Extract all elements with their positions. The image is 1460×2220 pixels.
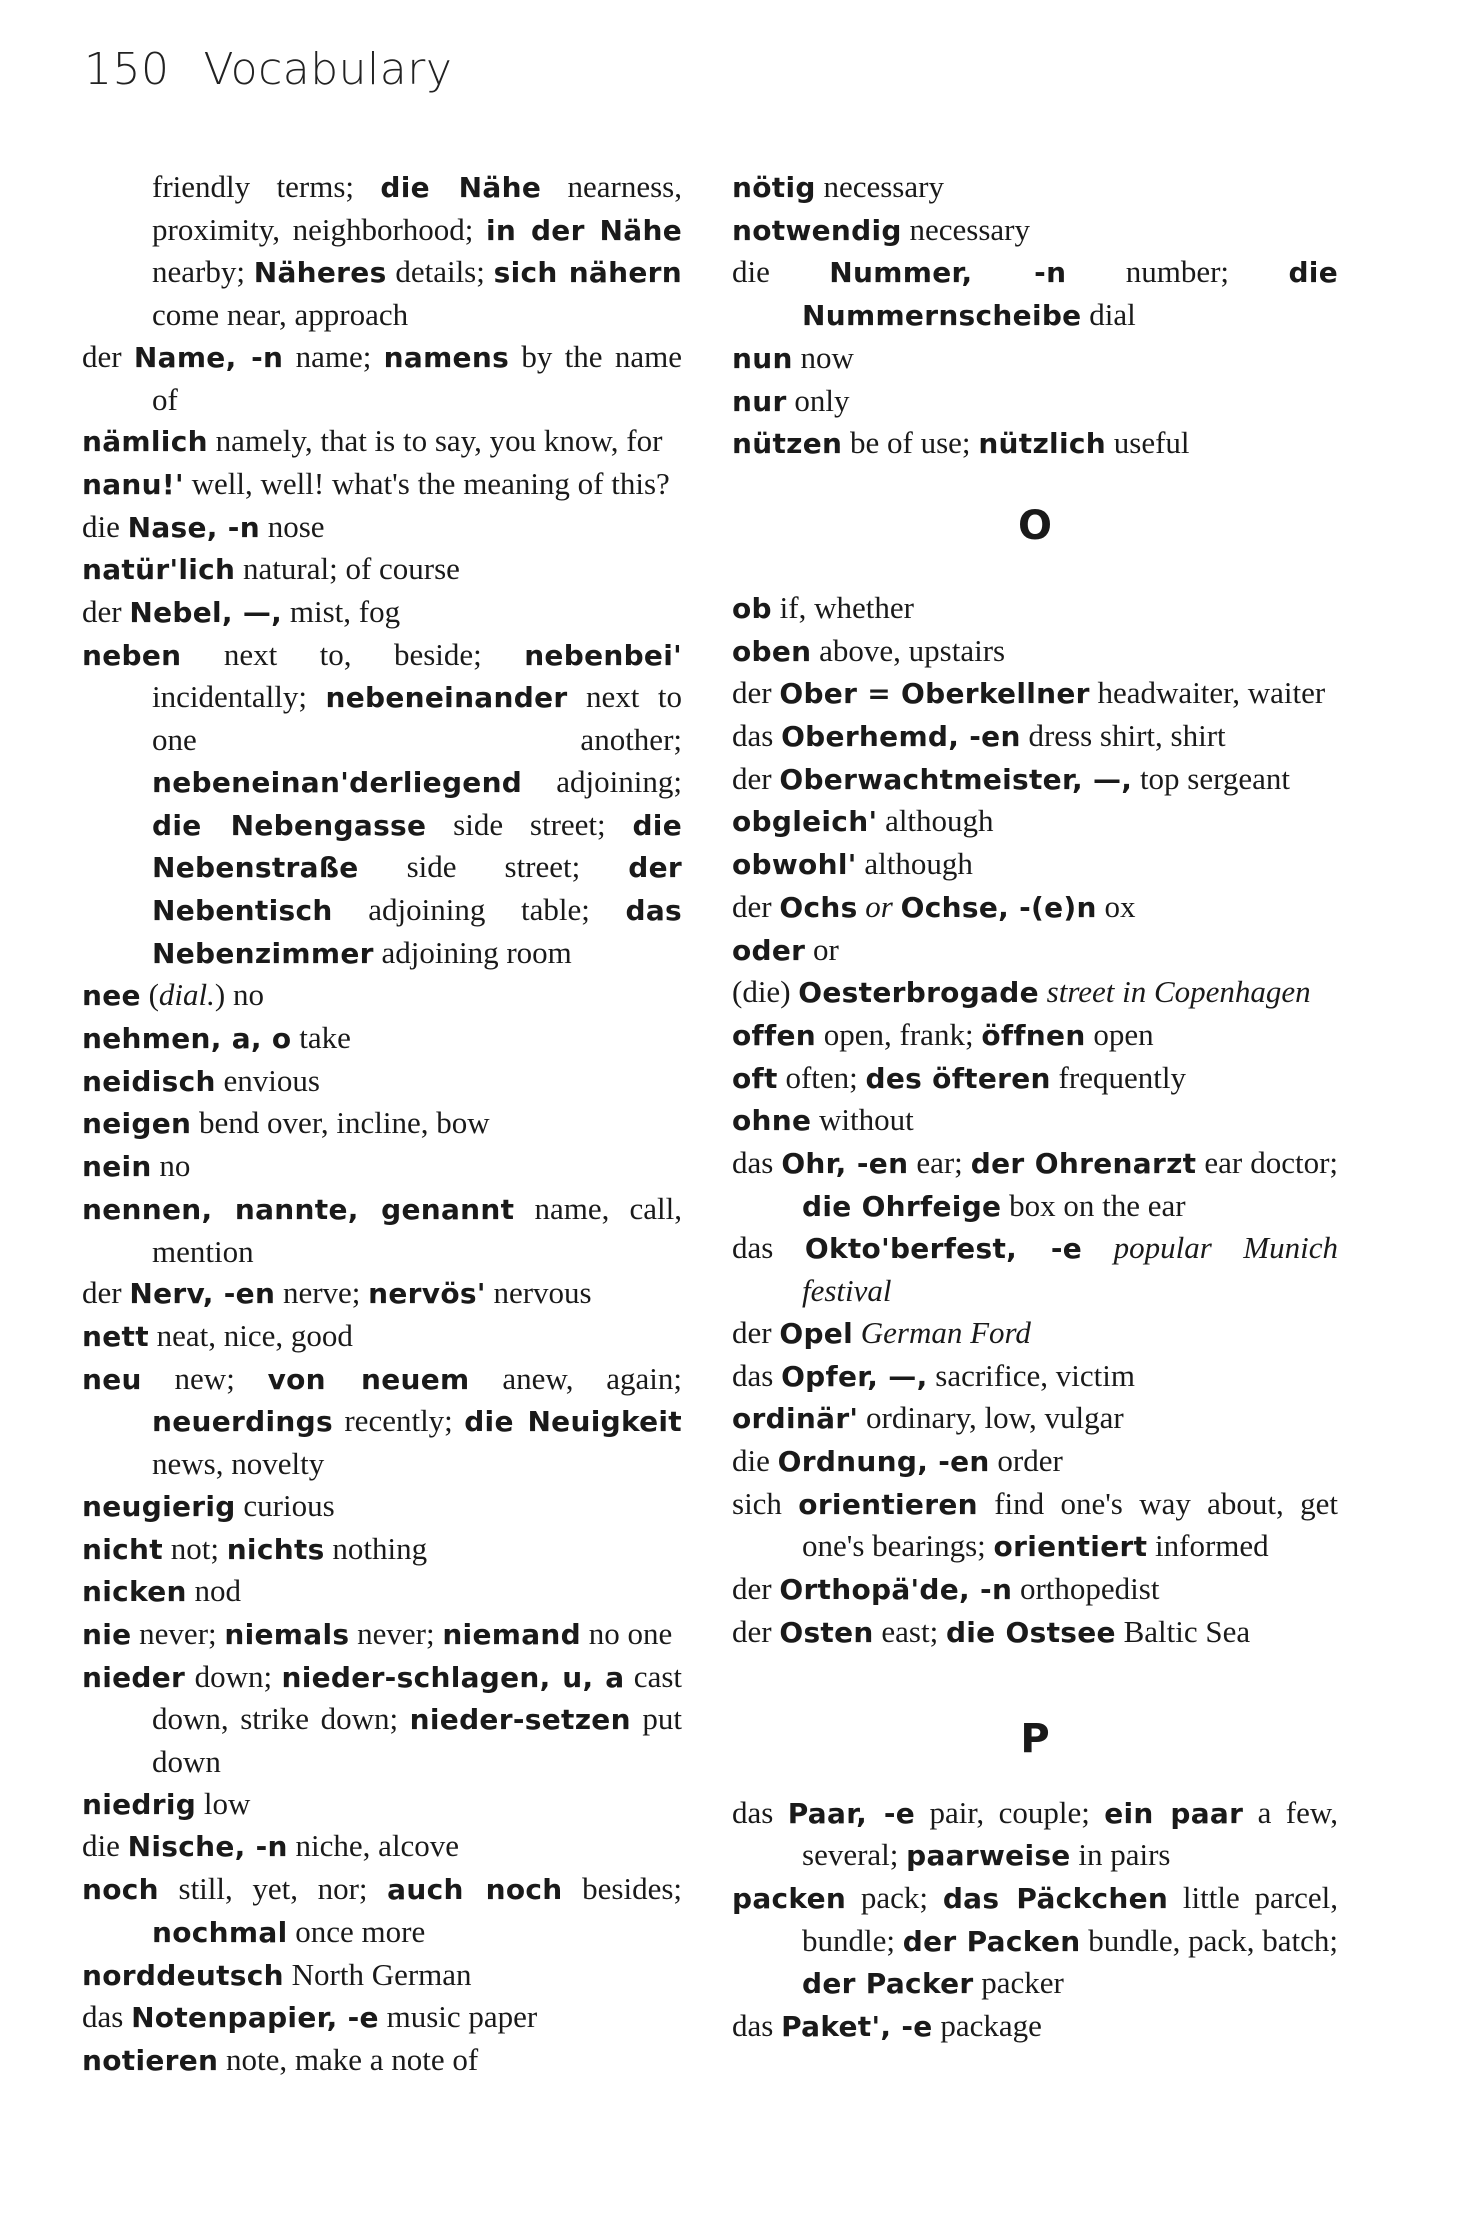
gloss-text: package <box>932 2008 1042 2044</box>
dictionary-entry <box>732 715 1338 758</box>
gloss-text: name, call, mention <box>152 1190 682 1269</box>
headword: Näheres <box>253 256 387 290</box>
headword: orientiert <box>993 1530 1148 1564</box>
gloss-text: now <box>792 339 854 375</box>
gloss-text: friendly terms; <box>152 169 381 204</box>
headword: obgleich' <box>732 805 878 839</box>
gloss-text: das <box>732 2008 782 2044</box>
dictionary-entry <box>82 1868 682 1953</box>
headword: der Packen <box>902 1924 1081 1958</box>
headword: Opfer, —, <box>781 1359 928 1393</box>
dictionary-entry <box>732 1877 1338 2005</box>
headword: das Päckchen <box>942 1881 1169 1915</box>
p-entries <box>732 1792 1338 2048</box>
gloss-text: little parcel, bundle; <box>802 1879 1338 1958</box>
gloss-text: open, frank; <box>816 1016 982 1052</box>
gloss-text: das <box>82 1999 132 2035</box>
dictionary-entry <box>82 1613 682 1656</box>
headword: Nebel, —, <box>129 596 283 630</box>
gloss-text: nearness, proximity, neighborhood; <box>152 169 682 247</box>
dictionary-entry <box>732 1099 1338 1142</box>
gloss-text: never; <box>349 1615 443 1651</box>
gloss-text: ear doctor; <box>1196 1145 1339 1181</box>
gloss-text: music paper <box>378 1999 538 2035</box>
headword: neu <box>82 1362 142 1396</box>
headword: packen <box>732 1881 847 1915</box>
headword: ob <box>732 591 772 625</box>
gloss-text: North German <box>283 1956 472 1992</box>
gloss-text: der <box>732 888 780 924</box>
headword: Opel <box>779 1316 853 1350</box>
headword: nochmal <box>152 1915 288 1949</box>
gloss-text: order <box>989 1442 1063 1478</box>
dictionary-entry <box>732 843 1338 886</box>
gloss-text: Baltic Sea <box>1115 1613 1251 1649</box>
headword: paarweise <box>906 1839 1071 1873</box>
dictionary-entry <box>732 587 1338 630</box>
gloss-text: or <box>805 931 839 967</box>
gloss-text: informed <box>1147 1528 1269 1564</box>
dictionary-entry <box>82 591 682 634</box>
headword: offen <box>732 1018 817 1052</box>
headword: niedrig <box>82 1787 197 1821</box>
headword: Orthopä'de, -n <box>779 1573 1013 1607</box>
headword: die Nebenstraße <box>152 808 682 885</box>
headword: von neuem <box>267 1362 470 1396</box>
gloss-text: not; <box>162 1530 227 1566</box>
headword: noch <box>82 1873 159 1907</box>
gloss-text: necessary <box>901 211 1030 247</box>
gloss-text: find one's way about, get one's bearings; <box>802 1485 1338 1564</box>
dictionary-entry <box>732 1057 1338 1100</box>
gloss-text: nerve; <box>275 1275 369 1311</box>
headword: neugierig <box>82 1489 236 1523</box>
dictionary-entry <box>82 634 682 975</box>
gloss-text: open <box>1085 1016 1154 1052</box>
gloss-text: a few, several; <box>802 1794 1339 1873</box>
gloss-text <box>893 889 901 924</box>
italic-gloss: dial. <box>158 977 215 1013</box>
headword: nieder-schlagen, u, a <box>281 1660 625 1694</box>
gloss-text: orthopedist <box>1012 1571 1160 1607</box>
headword: nie <box>82 1617 132 1651</box>
gloss-text: das <box>732 718 782 754</box>
gloss-text: das <box>732 1357 782 1393</box>
gloss-text: dial <box>1081 297 1136 333</box>
dictionary-entry <box>732 1227 1338 1311</box>
headword: nein <box>82 1150 152 1184</box>
headword: nanu!' <box>82 467 184 501</box>
dictionary-entry <box>732 166 1338 209</box>
gloss-text: low <box>196 1785 251 1821</box>
gloss-text: adjoining room <box>373 934 572 970</box>
gloss-text: put down <box>152 1701 682 1780</box>
headword: obwohl' <box>732 848 857 882</box>
headword: nur <box>732 384 787 418</box>
headword: Ohr, -en <box>781 1147 909 1181</box>
headword: nervös' <box>368 1277 486 1311</box>
headword: neben <box>82 638 182 672</box>
dictionary-entry <box>82 1145 682 1188</box>
gloss-text: note, make a note of <box>218 2041 479 2077</box>
headword: die Nummernscheibe <box>802 256 1338 333</box>
gloss-text: new; <box>141 1360 268 1396</box>
section-heading-p: P <box>1020 1715 1050 1762</box>
dictionary-entry <box>82 1825 682 1868</box>
headword: nebeneinander <box>325 681 568 715</box>
gloss-text <box>853 1315 861 1350</box>
dictionary-entry <box>82 1188 682 1272</box>
dictionary-entry <box>82 1358 682 1485</box>
section-heading-o: O <box>1017 502 1052 549</box>
gloss-text: often; <box>777 1059 866 1095</box>
gloss-text: sich <box>732 1485 799 1521</box>
gloss-text: pair, couple; <box>915 1794 1105 1830</box>
dictionary-entry <box>732 2005 1338 2048</box>
dictionary-entry <box>82 1570 682 1613</box>
gloss-text: without <box>811 1102 914 1138</box>
headword: die Nebengasse <box>152 808 427 842</box>
gloss-text: side street; <box>426 806 633 842</box>
gloss-text: das <box>732 1145 782 1181</box>
dictionary-entry <box>732 758 1338 801</box>
gloss-text: east; <box>873 1613 946 1649</box>
gloss-text: pack; <box>846 1879 943 1915</box>
headword: Paar, -e <box>787 1796 916 1830</box>
gloss-text: in pairs <box>1070 1837 1171 1873</box>
dictionary-entry <box>82 506 682 549</box>
headword: der Packer <box>802 1967 974 2001</box>
headword: Notenpapier, -e <box>131 2001 379 2035</box>
dictionary-entry <box>732 1440 1338 1483</box>
gloss-text <box>1082 1230 1114 1265</box>
gloss-text: useful <box>1106 425 1190 461</box>
headword: ein paar <box>1104 1796 1244 1830</box>
headword: notwendig <box>732 213 902 247</box>
page-title: Vocabulary <box>203 44 453 95</box>
gloss-text: well, well! what's the meaning of this? <box>183 465 670 501</box>
headword: die Neuigkeit <box>464 1405 682 1439</box>
dictionary-entry <box>82 974 682 1017</box>
headword: des öfteren <box>865 1061 1051 1095</box>
dictionary-entry <box>732 251 1338 336</box>
dictionary-entry <box>732 886 1338 929</box>
gloss-text: dress shirt, shirt <box>1020 718 1226 754</box>
gloss-text: der <box>732 1613 780 1649</box>
gloss-text: sacrifice, victim <box>927 1357 1135 1393</box>
gloss-text <box>1039 974 1047 1009</box>
headword: die Nähe <box>380 171 542 204</box>
headword: nebenbei' <box>524 638 682 672</box>
dictionary-entry <box>732 1397 1338 1440</box>
headword: oft <box>732 1061 778 1095</box>
gloss-text: der <box>82 594 130 630</box>
headword: nützen <box>732 427 843 461</box>
dictionary-entry <box>732 971 1338 1014</box>
gloss-text: cast down, strike down; <box>152 1658 683 1737</box>
headword: oder <box>732 933 806 967</box>
gloss-text: only <box>786 382 850 418</box>
headword: ohne <box>732 1104 812 1138</box>
headword: sich nähern <box>493 256 682 290</box>
gloss-text: above, upstairs <box>811 632 1006 668</box>
right-column <box>732 166 1338 2048</box>
dictionary-entry <box>82 166 682 336</box>
gloss-text: (die) <box>732 974 799 1010</box>
gloss-text: nearby; <box>152 254 254 290</box>
headword: orientieren <box>798 1487 978 1521</box>
headword: natür'lich <box>82 553 236 587</box>
headword: niemand <box>442 1617 581 1651</box>
headword: notieren <box>82 2043 219 2077</box>
headword: Osten <box>779 1615 874 1649</box>
headword: nett <box>82 1319 149 1353</box>
headword: Ochs <box>779 890 858 924</box>
dictionary-entry <box>82 1783 682 1826</box>
gloss-text: top sergeant <box>1132 760 1291 796</box>
gloss-text: namely, that is to say, you know, for <box>207 423 663 459</box>
headword: Nase, -n <box>127 510 260 544</box>
headword: Oesterbrogade <box>798 976 1039 1010</box>
headword: Oberhemd, -en <box>781 720 1021 754</box>
dictionary-entry <box>732 337 1338 380</box>
dictionary-entry <box>82 1656 682 1783</box>
gloss-text: niche, alcove <box>287 1828 460 1864</box>
gloss-text: neat, nice, good <box>148 1317 353 1353</box>
gloss-text: die <box>82 1828 128 1864</box>
headword: nichts <box>226 1532 325 1566</box>
gloss-text: nervous <box>485 1275 592 1311</box>
dictionary-entry <box>732 929 1338 972</box>
dictionary-entry <box>732 1611 1338 1654</box>
headword: nämlich <box>82 425 208 459</box>
gloss-text: never; <box>131 1615 225 1651</box>
dictionary-entry <box>82 1272 682 1315</box>
gloss-text: although <box>856 846 973 882</box>
gloss-text: anew, again; <box>469 1360 682 1396</box>
gloss-text: ) no <box>214 977 264 1013</box>
gloss-text: die <box>732 1442 778 1478</box>
gloss-text: next to one another; <box>152 679 682 758</box>
headword: Oberwachtmeister, —, <box>779 762 1133 796</box>
headword: nee <box>82 979 141 1013</box>
dictionary-entry <box>82 1060 682 1103</box>
dictionary-entry <box>732 1568 1338 1611</box>
headword: nieder <box>82 1660 186 1694</box>
n-entries-continued <box>732 166 1338 465</box>
headword: Ordnung, -en <box>777 1444 990 1478</box>
gloss-text: nod <box>186 1573 241 1609</box>
italic-gloss: street in Copenhagen <box>1046 974 1311 1010</box>
gloss-text: no <box>151 1148 191 1184</box>
dictionary-entry <box>732 422 1338 465</box>
gloss-text: die <box>732 254 830 290</box>
gloss-text: number; <box>1066 254 1289 290</box>
headword: neidisch <box>82 1064 216 1098</box>
headword: Nische, -n <box>127 1830 288 1864</box>
gloss-text: side street; <box>358 849 629 885</box>
dictionary-entry <box>82 336 682 420</box>
gloss-text: headwaiter, waiter <box>1089 675 1326 711</box>
headword: nötig <box>732 171 816 204</box>
gloss-text: bundle, pack, batch; <box>1080 1922 1338 1958</box>
gloss-text: der <box>732 1571 780 1607</box>
gloss-text: still, yet, nor; <box>158 1871 388 1907</box>
headword: nieder-setzen <box>409 1703 631 1737</box>
dictionary-entry <box>732 800 1338 843</box>
headword: neuerdings <box>152 1405 333 1439</box>
gloss-text: mist, fog <box>282 594 401 630</box>
gloss-text: der <box>82 338 134 374</box>
gloss-text: details; <box>386 254 494 290</box>
gloss-text: nothing <box>324 1530 428 1566</box>
dictionary-entry <box>82 1996 682 2039</box>
dictionary-entry <box>732 1014 1338 1057</box>
headword: nebeneinan'derliegend <box>152 765 523 799</box>
dictionary-entry <box>732 1312 1338 1355</box>
headword: niemals <box>224 1617 350 1651</box>
dictionary-entry <box>732 1792 1338 1877</box>
dictionary-entry <box>732 209 1338 252</box>
gloss-text: der <box>732 675 780 711</box>
gloss-text: adjoining table; <box>332 891 626 927</box>
headword: Paket', -e <box>781 2010 933 2044</box>
page-number: 150 <box>84 44 170 95</box>
headword: die Ohrfeige <box>802 1189 1002 1223</box>
headword: öffnen <box>981 1018 1086 1052</box>
gloss-text: frequently <box>1050 1059 1186 1095</box>
o-entries <box>732 587 1338 1654</box>
dictionary-entry <box>732 630 1338 673</box>
gloss-text: necessary <box>815 169 944 204</box>
italic-gloss: German Ford <box>860 1314 1031 1350</box>
gloss-text: once more <box>287 1913 426 1949</box>
headword: nicken <box>82 1575 187 1609</box>
dictionary-entry <box>732 1355 1338 1398</box>
dictionary-entry <box>82 1485 682 1528</box>
headword: oben <box>732 634 812 668</box>
headword: Ober = Oberkellner <box>779 677 1090 711</box>
gloss-text: curious <box>235 1487 335 1523</box>
gloss-text: by the name of <box>152 338 682 417</box>
headword: neigen <box>82 1107 192 1141</box>
gloss-text: envious <box>215 1062 320 1098</box>
headword: Ochse, -(e)n <box>900 890 1097 924</box>
gloss-text: be of use; <box>842 425 979 461</box>
page-header <box>84 44 452 95</box>
dictionary-entry <box>732 380 1338 423</box>
dictionary-entry <box>82 1954 682 1997</box>
gloss-text: name; <box>283 338 384 374</box>
gloss-text: der <box>82 1275 130 1311</box>
dictionary-entry <box>82 1102 682 1145</box>
headword: namens <box>383 340 510 374</box>
gloss-text: nose <box>259 508 325 544</box>
gloss-text: der <box>732 760 780 796</box>
headword: nehmen, a, o <box>82 1022 292 1056</box>
gloss-text: come near, approach <box>152 297 409 333</box>
italic-gloss: popular Munich festival <box>802 1230 1338 1309</box>
headword: norddeutsch <box>82 1958 284 1992</box>
headword: nicht <box>82 1532 163 1566</box>
headword: ordinär' <box>732 1402 859 1436</box>
gloss-text: packer <box>973 1965 1064 2001</box>
dictionary-entry <box>82 2039 682 2082</box>
italic-gloss: or <box>865 888 893 924</box>
gloss-text: ear; <box>908 1145 971 1181</box>
gloss-text: box on the ear <box>1001 1187 1186 1223</box>
dictionary-entry <box>732 1483 1338 1568</box>
gloss-text: ox <box>1096 888 1136 924</box>
gloss-text: ordinary, low, vulgar <box>858 1400 1124 1436</box>
gloss-text: next to, beside; <box>181 636 525 672</box>
gloss-text: if, whether <box>771 589 914 625</box>
gloss-text: ( <box>140 977 159 1013</box>
headword: nützlich <box>978 427 1106 461</box>
gloss-text: der <box>732 1314 780 1350</box>
gloss-text: recently; <box>332 1403 465 1439</box>
gloss-text: natural; of course <box>235 551 460 587</box>
dictionary-entry <box>82 420 682 463</box>
gloss-text: das <box>732 1794 788 1830</box>
headword: Name, -n <box>133 340 284 374</box>
gloss-text: adjoining; <box>522 763 682 799</box>
headword: die Ostsee <box>945 1615 1116 1649</box>
gloss-text: down; <box>185 1658 282 1694</box>
headword: der Nebentisch <box>152 851 682 927</box>
headword: Okto'berfest, -e <box>804 1232 1083 1266</box>
gloss-text: news, novelty <box>152 1446 325 1482</box>
dictionary-entry <box>732 1142 1338 1227</box>
gloss-text: no one <box>581 1615 673 1651</box>
headword: das Nebenzimmer <box>152 893 682 970</box>
headword: in der Nähe <box>485 213 682 247</box>
gloss-text: die <box>82 508 128 544</box>
headword: nennen, nannte, genannt <box>82 1192 515 1226</box>
dictionary-entry <box>82 1017 682 1060</box>
gloss-text: besides; <box>562 1871 683 1907</box>
headword: Nerv, -en <box>129 1277 276 1311</box>
dictionary-entry <box>82 548 682 591</box>
headword: der Ohrenarzt <box>970 1147 1197 1181</box>
gloss-text: although <box>877 803 994 839</box>
gloss-text: bend over, incline, bow <box>191 1105 490 1141</box>
gloss-text: das <box>732 1230 805 1266</box>
gloss-text: incidentally; <box>152 679 326 715</box>
dictionary-entry <box>82 463 682 506</box>
headword: Nummer, -n <box>829 256 1067 290</box>
headword: auch noch <box>387 1873 563 1907</box>
dictionary-entry <box>732 672 1338 715</box>
dictionary-entry <box>82 1528 682 1571</box>
dictionary-entry <box>82 1315 682 1358</box>
gloss-text: take <box>291 1020 351 1056</box>
left-column <box>82 166 682 2082</box>
headword: nun <box>732 341 793 375</box>
